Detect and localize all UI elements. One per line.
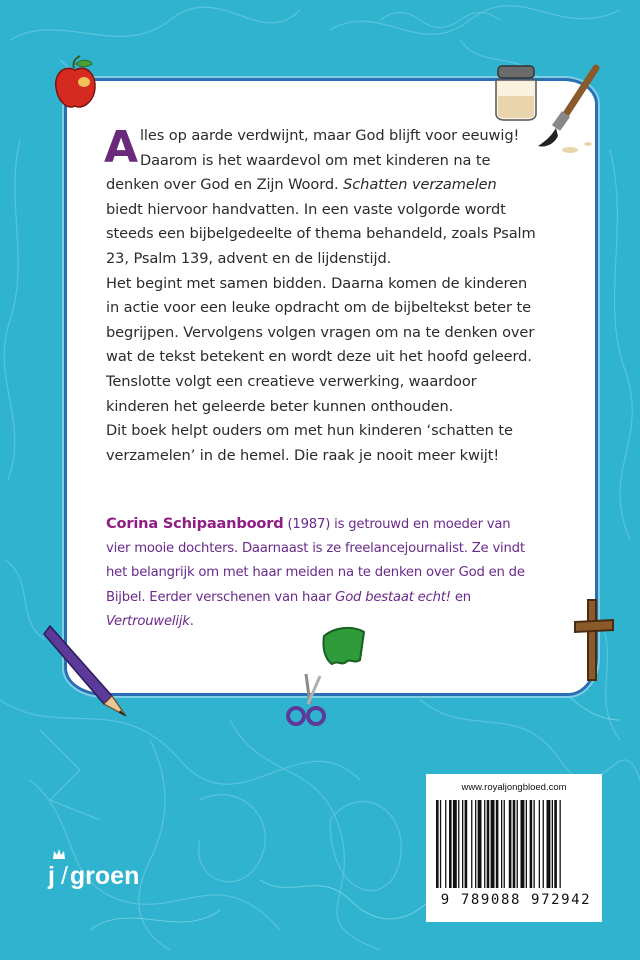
bio-text-end: .	[189, 613, 194, 629]
bio-text-conjunction: en	[450, 589, 471, 605]
author-name: Corina Schipaanboord	[106, 515, 284, 532]
publisher-separator: /	[60, 862, 68, 890]
barcode-box	[426, 774, 602, 922]
publisher-logo	[48, 862, 139, 891]
intro-text-rest: biedt hiervoor handvatten. In een vaste volgorde wordt steeds een bijbelgedeelte of thema behandeld, zoals Psalm 23, Psalm 139, advent en de lijdenstijd.	[106, 200, 536, 267]
description	[106, 124, 536, 468]
barcode	[436, 800, 592, 888]
previous-book-1: God bestaat echt!	[335, 589, 451, 605]
drop-cap: A	[104, 122, 138, 173]
previous-book-2: Vertrouwelijk	[106, 613, 190, 629]
author-bio	[106, 512, 536, 634]
publisher-mark: j	[48, 862, 55, 890]
publisher-url: www.royaljongbloed.com	[461, 782, 567, 793]
cross-icon	[572, 596, 616, 684]
method-paragraph: Het begint met samen bidden. Daarna komen de kinderen in actie voor een leuke opdracht om de bijbeltekst beter te begrijpen. Vervolgens volgen vragen om na te denken over wat de tekst betekent en wordt deze uit het hoofd geleerd. Tenslotte volgt een creatieve verwerking, waardoor kinderen het geleerde beter kunnen onthouden.	[106, 274, 535, 415]
closing-paragraph: Dit boek helpt ouders om met hun kinderen ‘schatten te verzamelen’ in de hemel. Die raak je nooit meer kwijt!	[106, 422, 513, 464]
book-title-inline: Schatten verzamelen	[343, 176, 497, 194]
intro-text: lles op aarde verdwijnt, maar God blijft voor eeuwig! Daarom is het waardevol om met kinderen na te denken over God en Zijn Woord.	[106, 127, 520, 194]
bio-text: is getrouwd en moeder van vier mooie dochters. Daarnaast is ze freelancejournalist. Ze vindt het belangrijk om met haar meiden na te denken over God en de Bijbel. Eerder verschenen van haar	[106, 517, 525, 605]
paintbrush-icon	[530, 64, 610, 154]
author-birth-year: (1987)	[287, 517, 331, 532]
apple-icon	[50, 54, 100, 114]
intro-paragraph	[106, 124, 536, 272]
scissors-icon	[284, 672, 330, 728]
publisher-name: groen	[69, 862, 140, 890]
isbn-digits: 9 789088 972942	[440, 892, 592, 908]
crown-icon	[52, 848, 66, 860]
